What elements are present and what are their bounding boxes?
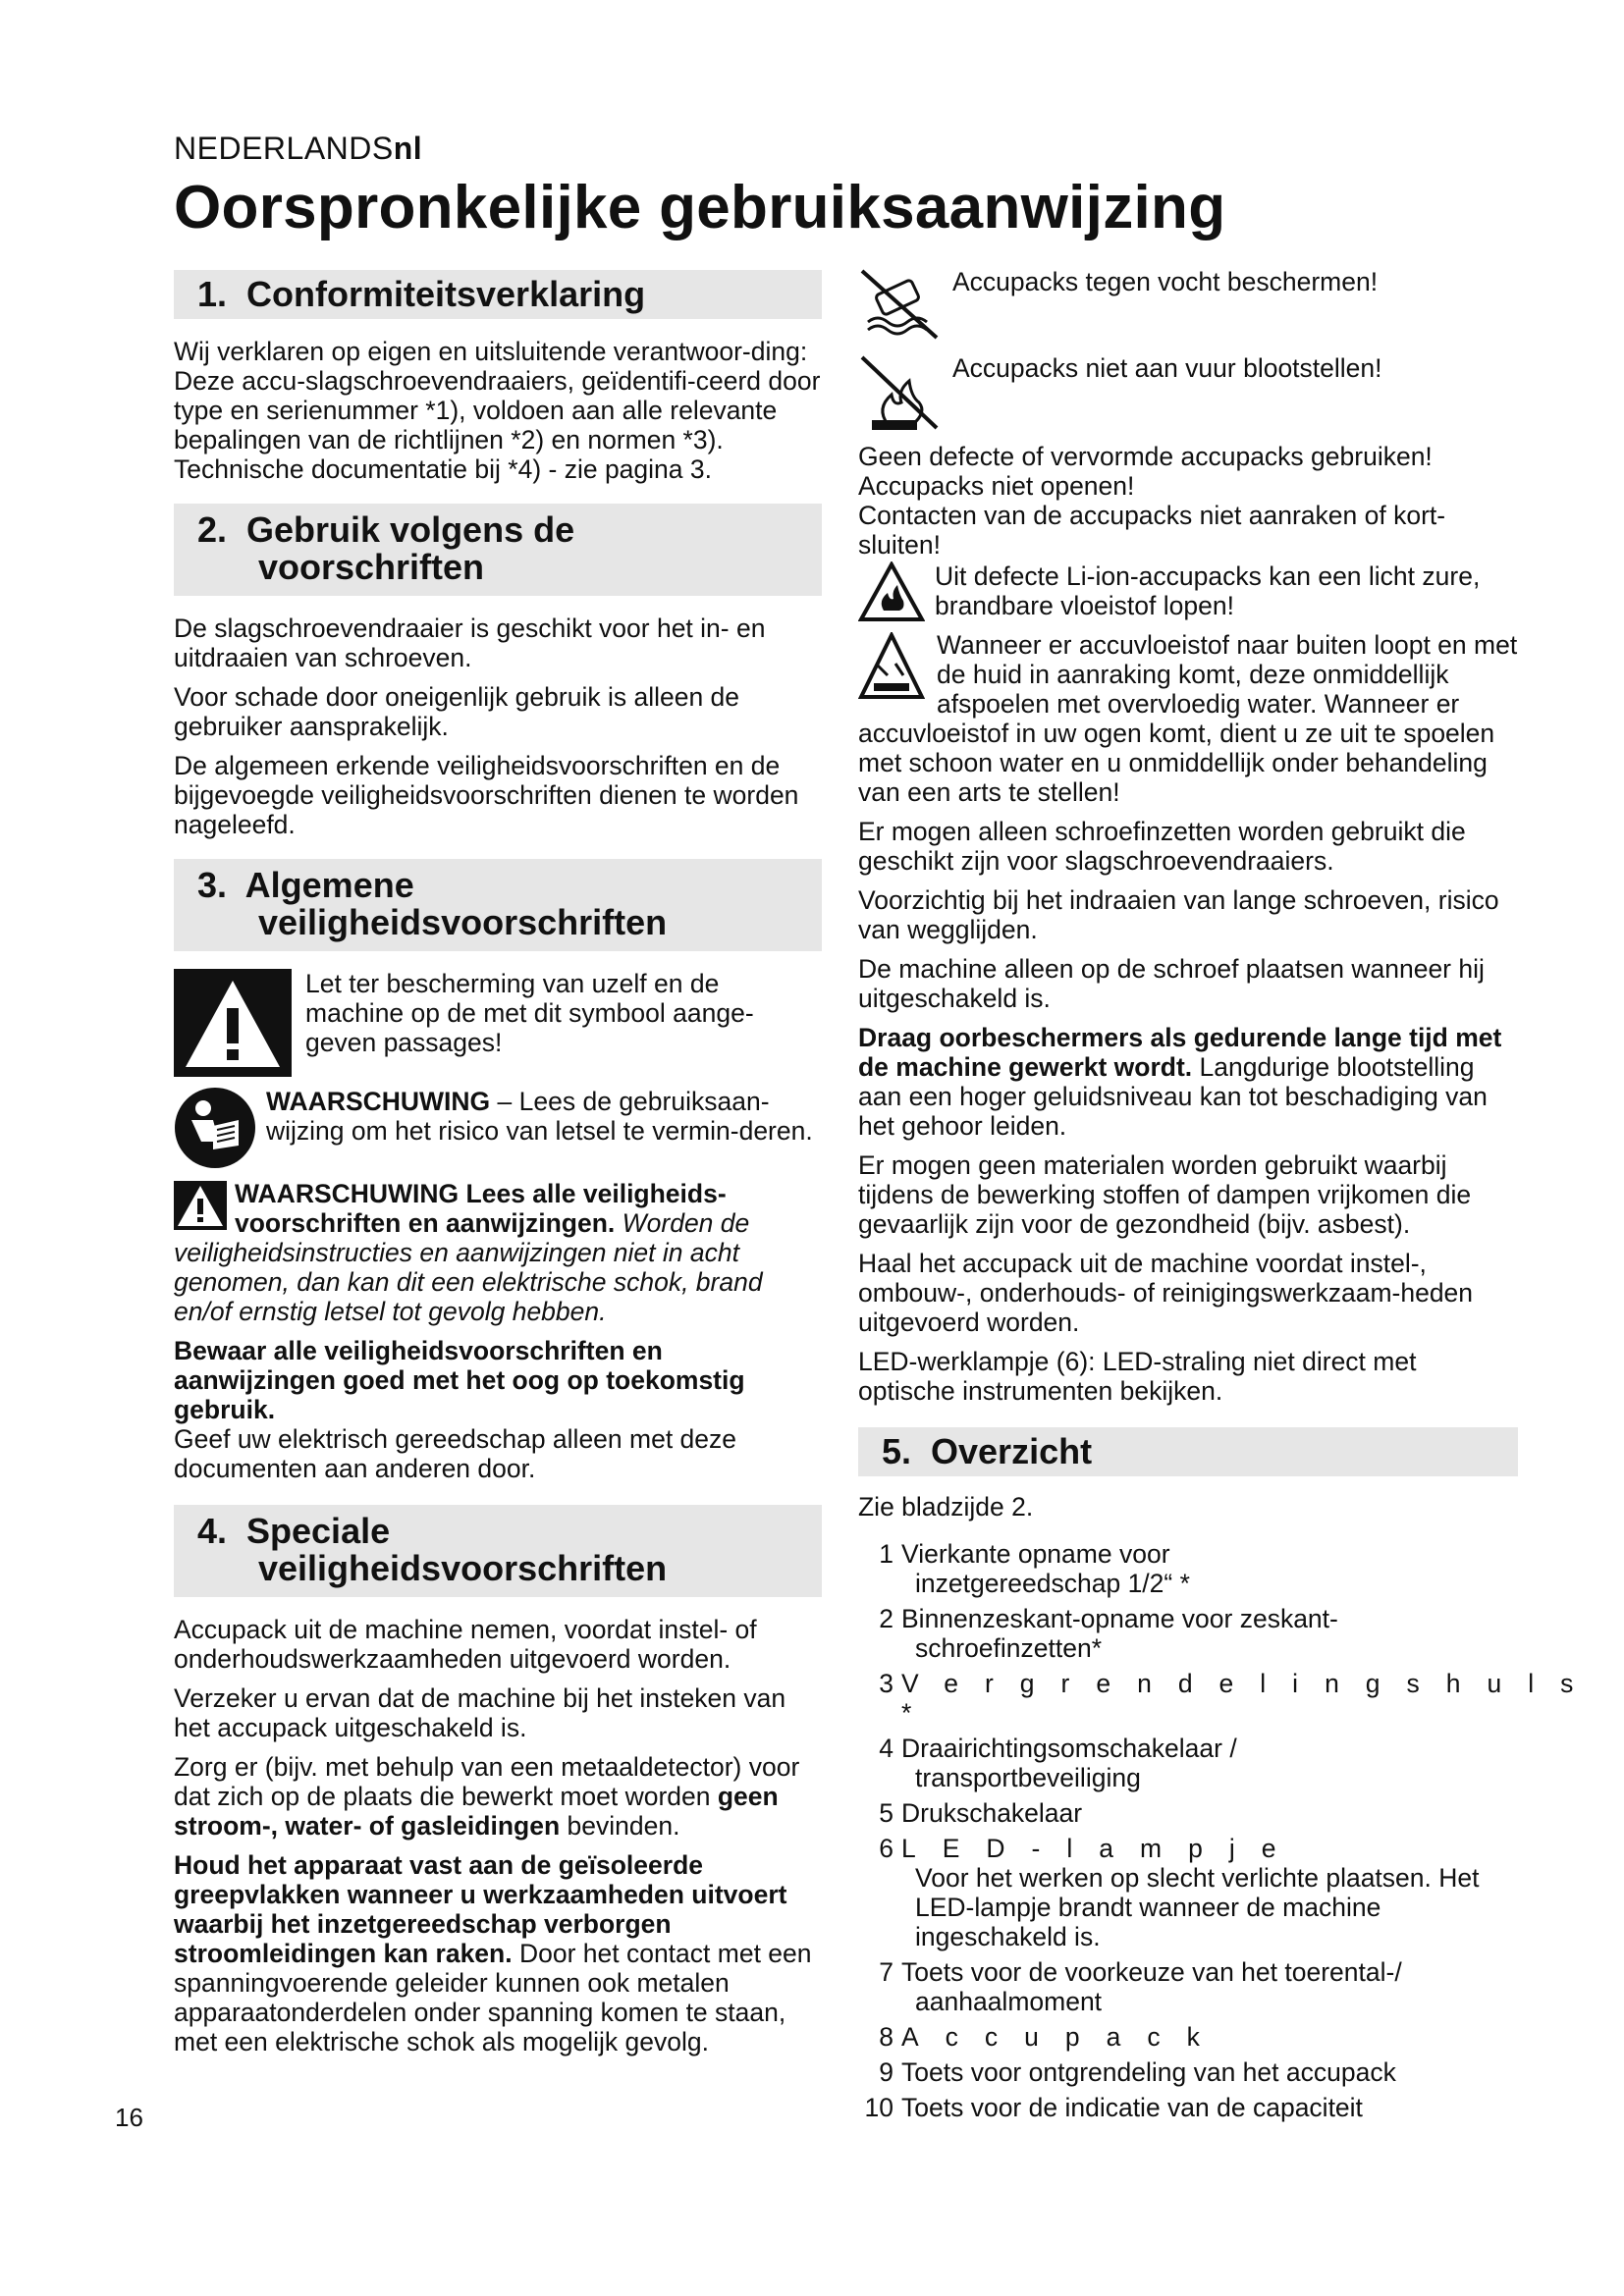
dust-text: Er mogen geen materialen worden gebruikt waarbij tijdens de bewerking stoffen of dampen vrijkomen die gevaarlijk zijn voor de gezondheid (bijv. asbest). [858,1150,1472,1239]
overview-item-label: Toets voor ontgrendeling van het accupack [901,2057,1396,2087]
acid-warning: Wanneer er accuvloeistof naar buiten loopt en met de huid in aanraking komt, deze onmiddellijk afspoelen met overvloedig water. Wanneer er accuvloeistof in uw ogen komt, dient u ze uit te spoelen met schoon water en u onmiddellijk onder behandeling van een arts te stellen! [858,630,1518,807]
overview-list [858,1539,1600,2122]
page-title: Oorspronkelijke gebruiksaanwijzing [174,174,1226,241]
overview-item-number: 7 [879,1957,893,1987]
overview-item-number: 4 [879,1734,893,1763]
page-number: 16 [115,2103,143,2132]
overview-item-label: Vierkante opname voor [901,1539,1170,1569]
overview-item [858,1957,1518,2016]
battery-text-1: Geen defecte of vervormde accupacks gebruiken! [858,442,1433,471]
overview-item [858,2057,1518,2087]
corrosive-icon [858,632,925,701]
overview-item-label: Draairichtingsomschakelaar / [901,1734,1237,1763]
overview-item [858,1798,1518,1828]
no-fire-icon [858,351,943,434]
flammable-icon [858,561,925,622]
moisture-warning: Accupacks tegen vocht beschermen! [858,265,1518,344]
overview-item-detail: aanhaalmoment [915,1987,1103,2016]
read-manual-text: – Lees de gebruiksaan-wijzing om het risico van letsel te vermin-deren. [266,1087,813,1146]
usage-text-1: De slagschroevendraaier is geschikt voor het in- en uitdraaien van schroeven. [174,614,766,672]
language-label: NEDERLANDSnl [174,131,423,166]
warning-triangle-icon [174,969,292,1077]
section-heading-5: 5. Overzicht [858,1427,1518,1476]
overview-item-number: 8 [879,2022,893,2052]
usage-text-2: Voor schade door oneigenlijk gebruik is alleen de gebruiker aansprakelijk. [174,682,740,741]
overview-item [858,1834,1518,1951]
overview-item [858,1604,1518,1663]
keep-instructions-bold: Bewaar alle veiligheidsvoorschriften en aanwijzingen goed met het oog op toekomstig gebruik. [174,1336,745,1424]
ear-protection-text: Draag oorbeschermers als gedurende lange tijd met de machine gewerkt wordt. Langdurige blootstelling aan een hoger geluidsniveau kan tot beschadiging van het gehoor leiden. [858,1023,1502,1141]
special-text-2: Verzeker u ervan dat de machine bij het insteken van het accupack uitgeschakeld is. [174,1683,786,1742]
overview-item-number: 1 [879,1539,893,1569]
section-heading-4: 4. Speciale veiligheidsvoorschriften [174,1505,822,1597]
no-moisture-icon [858,265,943,344]
right-column [858,265,1600,2128]
overview-item-label: Toets voor de indicatie van de capaciteit [901,2093,1363,2122]
overview-item-number: 10 [864,2093,893,2122]
section-heading-1: 1. Conformiteitsverklaring [174,270,822,319]
fire-warning: Accupacks niet aan vuur blootstellen! [858,351,1518,434]
overview-item-label: Toets voor de voorkeuze van het toerental-/ [901,1957,1402,1987]
overview-item-number: 9 [879,2057,893,2087]
overview-item-detail: transportbeveiliging [915,1763,1141,1792]
overview-item-number: 6 [879,1834,893,1863]
section-heading-2: 2. Gebruik volgens de voorschriften [174,504,822,596]
overview-item [858,1539,1518,1598]
overview-item [858,2022,1518,2052]
read-manual-block [174,1087,822,1169]
usage-text-3: De algemeen erkende veiligheidsvoorschriften en de bijgevoegde veiligheidsvoorschriften dienen te worden nageleefd. [174,751,799,839]
overview-item-number: 3 [879,1669,893,1698]
warning-symbol-block [174,969,822,1077]
flammable-warning: Uit defecte Li-ion-accupacks kan een licht zure, brandbare vloeistof lopen! [858,561,1518,622]
left-column [174,270,822,2066]
keep-instructions-text: Geef uw elektrisch gereedschap alleen met deze documenten aan anderen door. [174,1424,737,1483]
overview-item-number: 5 [879,1798,893,1828]
special-text-3: Zorg er (bijv. met behulp van een metaaldetector) voor dat zich op de plaats die bewerkt moet worden geen stroom-, water- of gasleidingen bevinden. [174,1752,800,1841]
special-text-1: Accupack uit de machine nemen, voordat instel- of onderhoudswerkzaamheden uitgevoerd worden. [174,1615,757,1674]
remove-battery-text: Haal het accupack uit de machine voordat instel-, ombouw-, onderhouds- of reinigingswerkzaam-heden uitgevoerd worden. [858,1249,1474,1337]
overview-item-number: 2 [879,1604,893,1633]
overview-item-label: LED-lampje [901,1834,1303,1863]
overview-item-label: Vergrendelingshuls * [901,1669,1600,1728]
overview-item-label: Accupack [901,2022,1226,2052]
battery-text-3: Contacten van de accupacks niet aanraken of kort-sluiten! [858,501,1446,560]
overview-item-label: Drukschakelaar [901,1798,1083,1828]
overview-item-detail: Voor het werken op slecht verlichte plaatsen. Het LED-lampje brandt wanneer de machine ingeschakeld is. [915,1863,1480,1951]
conformity-text: Wij verklaren op eigen en uitsluitende verantwoor-ding: Deze accu-slagschroevendraaiers, geïdentifi-ceerd door type en serienummer *1), voldoen aan alle relevante bepalingen van de richtlijnen *2) en normen *3). Technische documentatie bij *4) - zie pagina 3. [174,337,821,484]
small-warning-icon [174,1181,227,1230]
general-warning: WAARSCHUWING Lees alle veiligheids-voorschriften en aanwijzingen. Worden de veiligheidsinstructies en aanwijzingen niet in acht genomen, dan kan dit een elektrische schok, brand en/of ernstig letsel tot gevolg hebben. [174,1179,763,1326]
overview-item [858,2093,1518,2122]
overview-item [858,1734,1518,1792]
overview-intro: Zie bladzijde 2. [858,1492,1034,1522]
overview-item-detail: inzetgereedschap 1/2“ * [915,1569,1190,1598]
warning-symbol-text: Let ter bescherming van uzelf en de machine op de met dit symbool aange-geven passages! [305,969,754,1057]
long-screws-text: Voorzichtig bij het indraaien van lange schroeven, risico van wegglijden. [858,885,1499,944]
bits-text: Er mogen alleen schroefinzetten worden gebruikt die geschikt zijn voor slagschroevendraaiers. [858,817,1466,876]
place-machine-text: De machine alleen op de schroef plaatsen wanneer hij uitgeschakeld is. [858,954,1485,1013]
overview-item-detail: schroefinzetten* [915,1633,1103,1663]
read-manual-icon [174,1087,256,1169]
read-manual-bold: WAARSCHUWING [266,1087,491,1116]
overview-item [858,1669,1600,1728]
special-text-4: Houd het apparaat vast aan de geïsoleerde greepvlakken wanneer u werkzaamheden uitvoert waarbij het inzetgereedschap verborgen stroomleidingen kan raken. Door het contact met een spanningvoerende geleider kunnen ook metalen apparaatonderdelen onder spanning komen te staan, met een elektrische schok als mogelijk gevolg. [174,1850,812,2056]
led-warning-text: LED-werklampje (6): LED-straling niet direct met optische instrumenten bekijken. [858,1347,1417,1406]
section-heading-3: 3. Algemene veiligheidsvoorschriften [174,859,822,951]
battery-text-2: Accupacks niet openen! [858,471,1135,501]
overview-item-label: Binnenzeskant-opname voor zeskant- [901,1604,1338,1633]
